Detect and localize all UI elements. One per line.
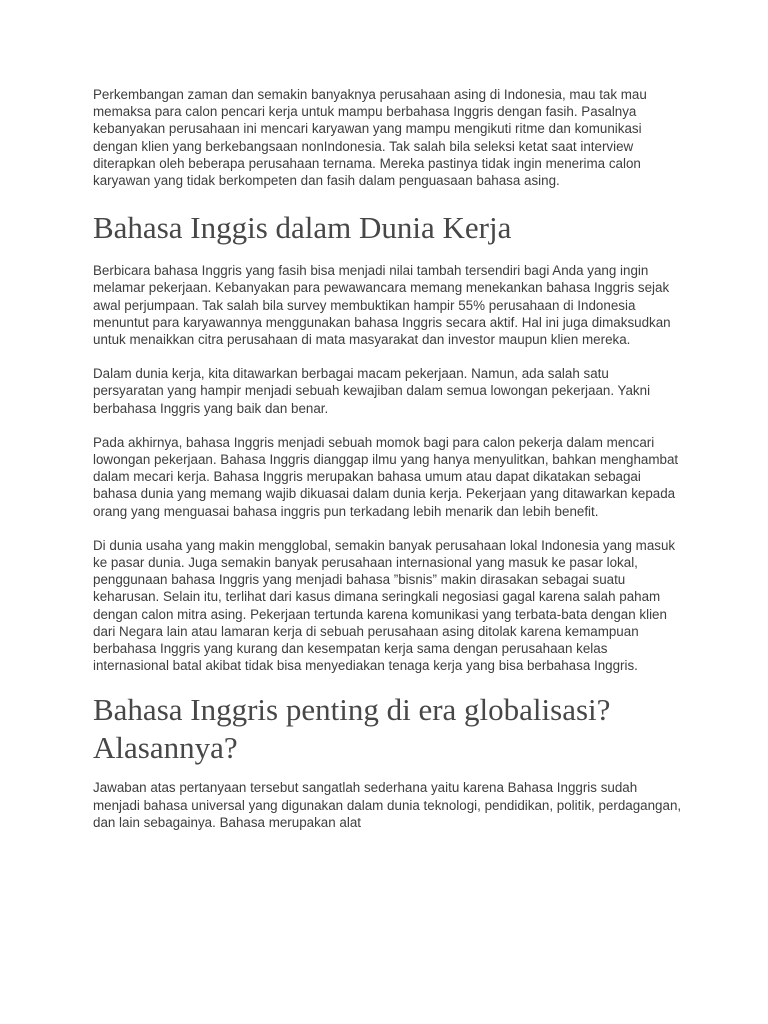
body-paragraph: Berbicara bahasa Inggris yang fasih bisa menjadi nilai tambah tersendiri bagi Anda yang ingin melamar pekerjaan. Kebanyakan para pewawancara memang menekankan bahasa Inggris sejak awal perjumpaan. Tak salah bila survey membuktikan hampir 55% perusahaan di Indonesia menuntut para karyawannya menggunakan bahasa Inggris secara aktif. Hal ini juga dimaksudkan untuk menaikkan citra perusahaan di mata masyarakat dan investor maupun klien mereka. [93, 263, 671, 348]
section-heading-dunia-kerja: Bahasa Inggis dalam Dunia Kerja [93, 210, 512, 246]
intro-paragraph: Perkembangan zaman dan semakin banyaknya perusahaan asing di Indonesia, mau tak mau memaksa para calon pencari kerja untuk mampu berbahasa Inggris dengan fasih. Pasalnya kebanyakan perusahaan ini mencari karyawan yang mampu mengikuti ritme dan komunikasi dengan klien yang berkebangsaan nonIndonesia. Tak salah bila seleksi ketat saat interview diterapkan oleh beberapa perusahaan ternama. Mereka pastinya tidak ingin menerima calon karyawan yang tidak berkompeten dan fasih dalam penguasaan bahasa asing. [93, 87, 647, 189]
section-heading-globalisasi: Bahasa Inggris penting di era globalisasi? Alasannya? [93, 692, 611, 766]
body-paragraph: Jawaban atas pertanyaan tersebut sangatlah sederhana yaitu karena Bahasa Inggris sudah menjadi bahasa universal yang digunakan dalam dunia teknologi, pendidikan, politik, perdagangan, dan lain sebagainya. Bahasa merupakan alat [93, 780, 682, 830]
document-page [93, 86, 683, 831]
body-paragraph: Pada akhirnya, bahasa Inggris menjadi sebuah momok bagi para calon pekerja dalam mencari lowongan pekerjaan. Bahasa Inggris dianggap ilmu yang hanya menyulitkan, bahkan menghambat dalam mecari kerja. Bahasa Inggris merupakan bahasa umum atau dapat dikatakan sebagai bahasa dunia yang memang wajib dikuasai dalam dunia kerja. Pekerjaan yang ditawarkan kepada orang yang menguasai bahasa inggris pun terkadang lebih menarik dan lebih benefit. [93, 434, 679, 519]
body-paragraph: Di dunia usaha yang makin mengglobal, semakin banyak perusahaan lokal Indonesia yang masuk ke pasar dunia. Juga semakin banyak perusahaan internasional yang masuk ke pasar lokal, penggunaan bahasa Inggris yang menjadi bahasa ”bisnis” makin dirasakan sebagai suatu keharusan. Selain itu, terlihat dari kasus dimana seringkali negosiasi gagal karena salah paham dengan calon mitra asing. Pekerjaan tertunda karena komunikasi yang terbata-bata dengan klien dari Negara lain atau lamaran kerja di sebuah perusahaan asing ditolak karena kemampuan berbahasa Inggris yang kurang dan kesempatan kerja sama dengan perusahaan kelas internasional batal akibat tidak bisa menyediakan tenaga kerja yang bisa berbahasa Inggris. [93, 537, 676, 674]
body-paragraph: Dalam dunia kerja, kita ditawarkan berbagai macam pekerjaan. Namun, ada salah satu persyaratan yang hampir menjadi sebuah kewajiban dalam semua lowongan pekerjaan. Yakni berbahasa Inggris yang baik dan benar. [93, 366, 651, 416]
